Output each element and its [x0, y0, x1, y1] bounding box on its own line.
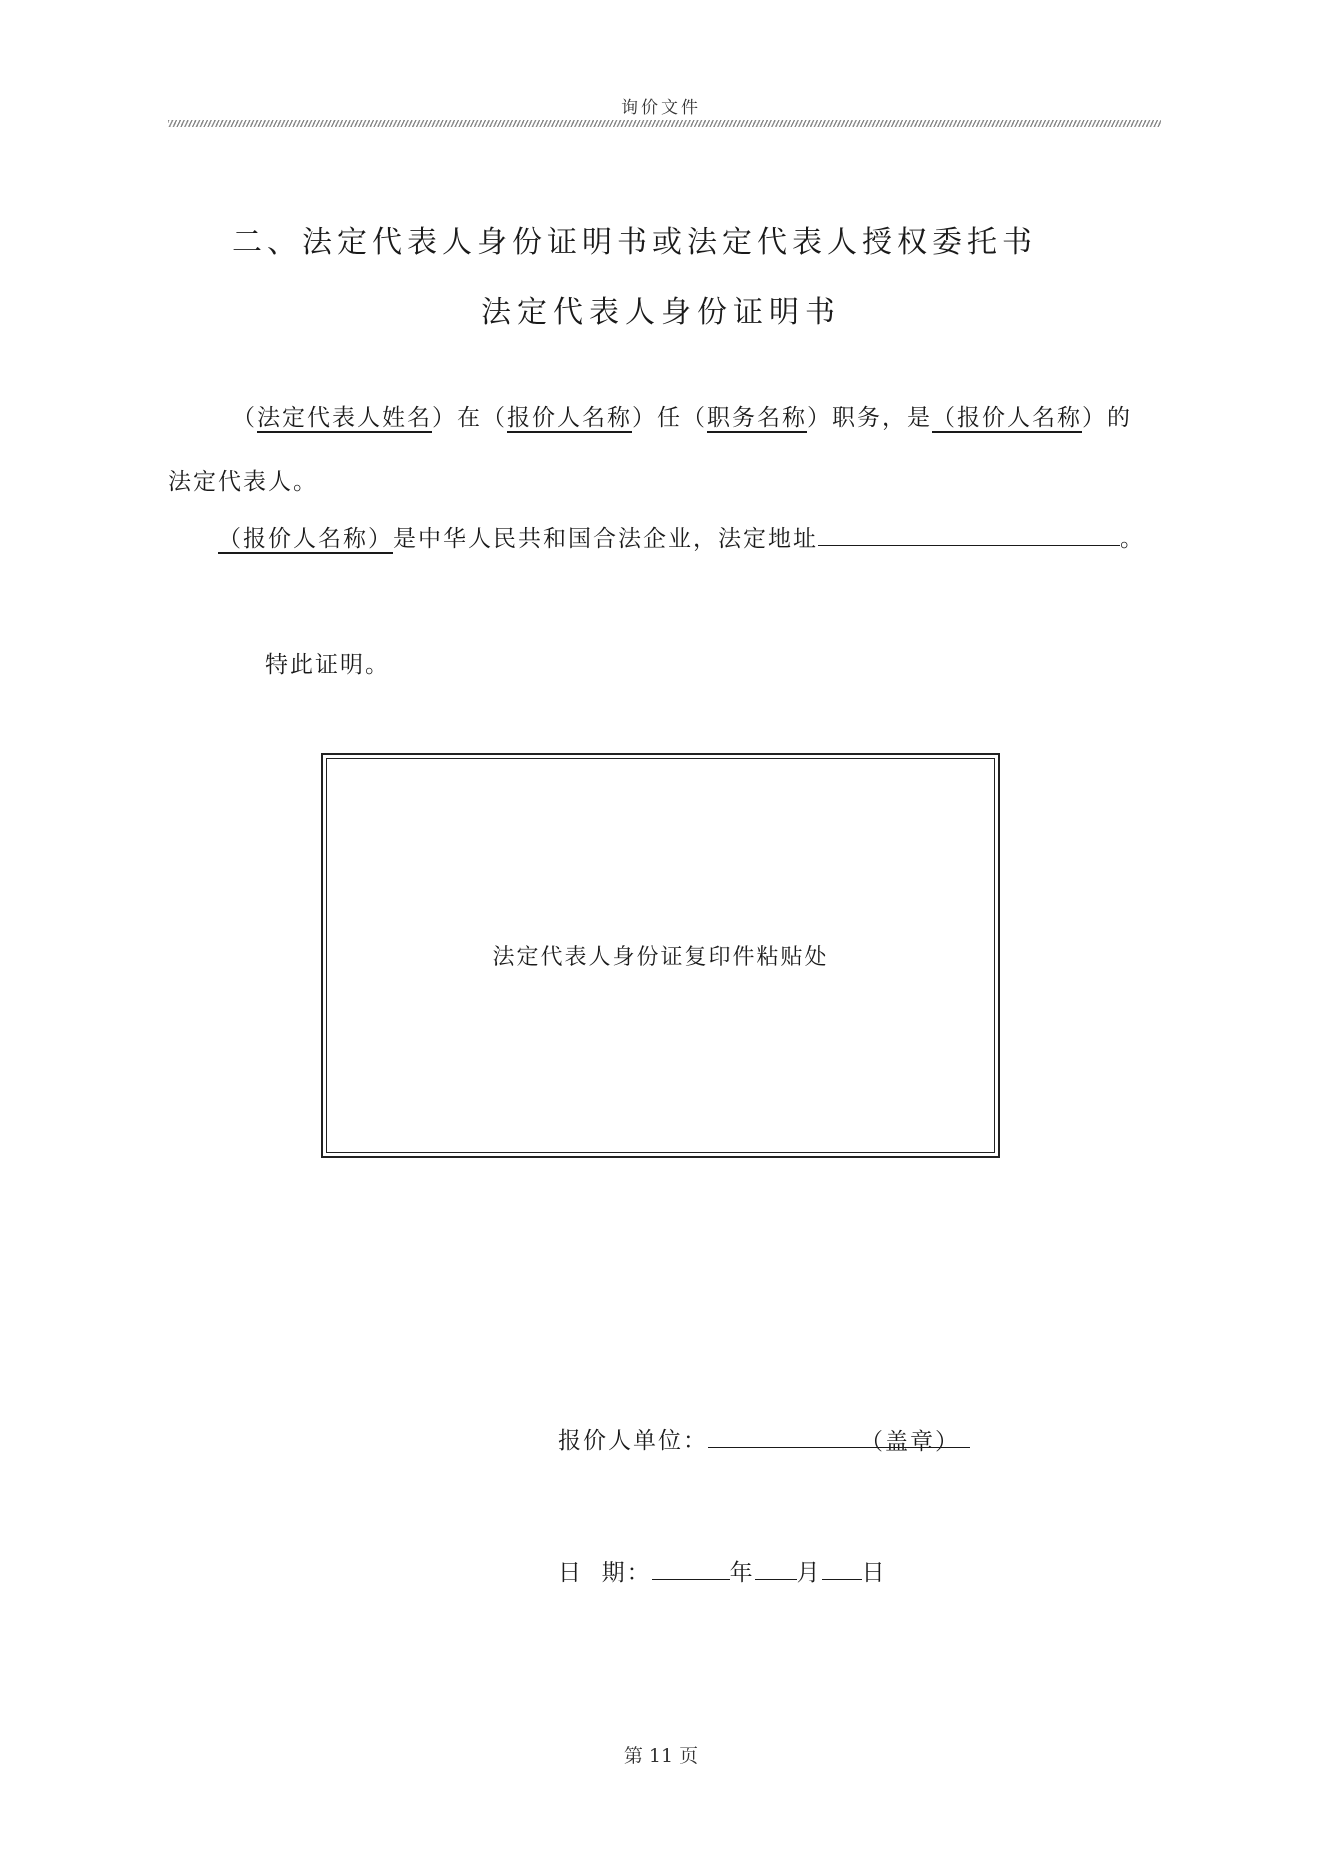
document-title: 法定代表人身份证明书: [481, 295, 841, 330]
day-blank: [822, 1555, 862, 1580]
text-fragment: （: [232, 405, 257, 431]
date-line: [558, 1554, 887, 1587]
month-label: 月: [796, 1560, 822, 1586]
day-label: 日: [861, 1560, 887, 1586]
address-blank: [818, 521, 1120, 546]
header-divider: [168, 120, 1161, 127]
rep-name-field: 法定代表人姓名: [257, 405, 432, 431]
text-fragment: ）职务，是: [807, 405, 932, 431]
text-fragment: 是中华人民共和国合法企业，法定地址: [393, 526, 818, 552]
year-blank: [652, 1555, 730, 1580]
enterprise-statement: [218, 520, 1145, 553]
month-blank: [755, 1555, 797, 1580]
page-number: 第 11 页: [623, 1745, 699, 1767]
certify-text: 特此证明。: [265, 652, 390, 678]
date-label: 日 期：: [558, 1560, 652, 1586]
text-fragment: ）任（: [632, 405, 707, 431]
header-title: 询价文件: [621, 98, 701, 118]
section-heading: 二、法定代表人身份证明书或法定代表人授权委托书: [232, 225, 1037, 260]
position-field: 职务名称: [707, 405, 807, 431]
id-copy-paste-box: [321, 753, 1000, 1158]
unit-blank: [708, 1423, 970, 1455]
bidder-name-field-3: （报价人名称）: [218, 526, 393, 552]
text-fragment: ）的: [1082, 405, 1132, 431]
id-copy-label: 法定代表人身份证复印件粘贴处: [492, 945, 829, 970]
seal-label: （盖章）: [860, 1429, 960, 1455]
bidder-name-field: 报价人名称: [507, 405, 632, 431]
text-fragment: ）在（: [432, 405, 507, 431]
bidder-name-field-2: （报价人名称: [932, 405, 1082, 431]
year-label: 年: [729, 1560, 755, 1586]
statement-line-1: [232, 399, 1132, 432]
statement-line-2: 法定代表人。: [168, 469, 318, 495]
text-fragment: 。: [1120, 526, 1145, 552]
signature-line: [558, 1422, 970, 1455]
unit-label: 报价人单位：: [558, 1428, 708, 1454]
